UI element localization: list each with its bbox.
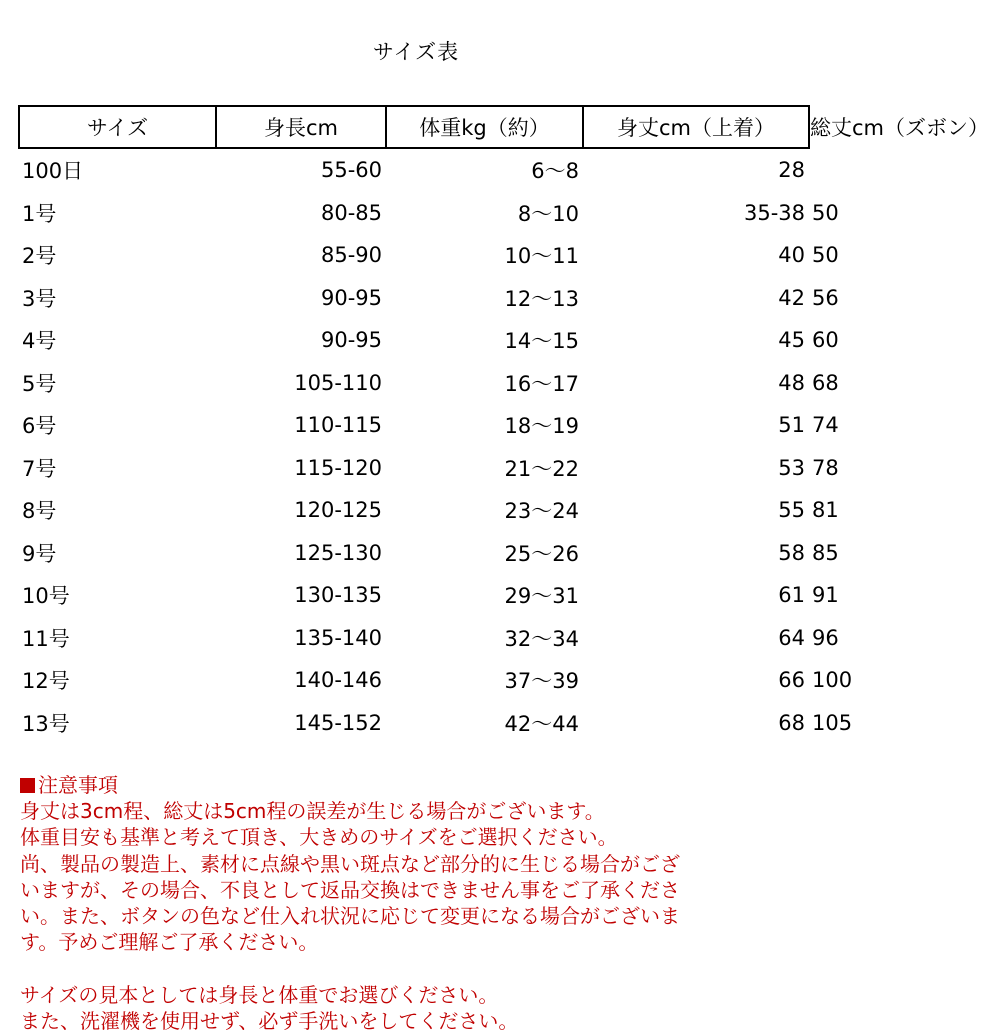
table-row: 7号 115-120 21～22 53 78 <box>19 447 809 490</box>
cell-top-length: 66 <box>778 668 805 693</box>
cell-size: 6号 <box>22 414 57 439</box>
cell-height: 130-135 <box>294 583 382 608</box>
notes-heading-text: 注意事項 <box>38 773 118 797</box>
notes-section <box>20 772 820 1034</box>
table-row: 4号 90-95 14～15 45 60 <box>19 319 809 362</box>
cell-height: 110-115 <box>294 413 382 438</box>
table-row: 11号 135-140 32～34 64 96 <box>19 617 809 660</box>
cell-size: 11号 <box>22 626 70 651</box>
notes-line: 体重目安も基準と考えて頂き、大きめのサイズをご選択ください。 <box>20 825 618 850</box>
cell-weight: 25～26 <box>504 541 579 566</box>
cell-height: 125-130 <box>294 540 382 565</box>
cell-height: 140-146 <box>294 668 382 693</box>
cell-size: 1号 <box>22 201 57 226</box>
notes-line: 尚、製品の製造上、素材に点線や黒い斑点など部分的に生じる場合がござ <box>20 851 680 876</box>
cell-top-length: 35-38 <box>743 200 805 225</box>
cell-top-length: 53 <box>778 455 805 480</box>
table-row: 13号 145-152 42～44 68 105 <box>19 702 809 745</box>
cell-weight: 21～22 <box>504 456 579 481</box>
cell-top-length: 42 <box>778 285 805 310</box>
cell-size: 2号 <box>22 244 57 269</box>
table-row: 8号 120-125 23～24 55 81 <box>19 489 809 532</box>
cell-weight: 42～44 <box>504 711 579 736</box>
cell-top-length: 45 <box>778 328 805 353</box>
table-header: サイズ 身長cm 体重kg（約） 身丈cm（上着） 総丈cm（ズボン） <box>19 106 809 148</box>
cell-top-length: 40 <box>778 243 805 268</box>
header-top-length: 身丈cm（上着） <box>583 106 809 148</box>
cell-size: 4号 <box>22 329 57 354</box>
footer-line: サイズの見本としては身長と体重でお選びください。 <box>20 982 499 1007</box>
cell-size: 100日 <box>22 159 84 184</box>
notes-line: いますが、その場合、不良として返品交換はできません事をご了承くださ <box>20 877 680 902</box>
cell-size: 7号 <box>22 456 57 481</box>
square-icon <box>20 778 35 793</box>
cell-height: 145-152 <box>294 710 382 735</box>
header-size: サイズ <box>19 106 216 148</box>
cell-height: 85-90 <box>320 243 382 268</box>
cell-size: 3号 <box>22 286 57 311</box>
notes-line: い。また、ボタンの色など仕入れ状況に応じて変更になる場合がございま <box>20 903 680 928</box>
cell-weight: 18～19 <box>504 414 579 439</box>
header-weight: 体重kg（約） <box>386 106 583 148</box>
table-row: 10号 130-135 29～31 61 91 <box>19 574 809 617</box>
cell-size: 10号 <box>22 584 70 609</box>
cell-size: 8号 <box>22 499 57 524</box>
table-row <box>19 148 809 192</box>
notes-heading <box>20 772 820 798</box>
cell-weight: 8～10 <box>517 201 579 226</box>
table-row: 2号 85-90 10～11 40 50 <box>19 234 809 277</box>
cell-size: 12号 <box>22 669 70 694</box>
cell-weight: 16～17 <box>504 371 579 396</box>
cell-top-length: 28 <box>778 158 805 183</box>
cell-height: 135-140 <box>294 625 382 650</box>
cell-weight: 29～31 <box>504 584 579 609</box>
table-row: 9号 125-130 25～26 58 85 <box>19 532 809 575</box>
cell-weight: 12～13 <box>504 286 579 311</box>
cell-top-length: 61 <box>778 583 805 608</box>
cell-top-length: 55 <box>778 498 805 523</box>
cell-weight: 37～39 <box>504 669 579 694</box>
notes-spacer <box>20 955 820 981</box>
page-title: サイズ表 <box>372 40 460 64</box>
cell-top-length: 51 <box>778 413 805 438</box>
cell-height: 90-95 <box>320 285 382 310</box>
cell-size: 9号 <box>22 541 57 566</box>
notes-line: 身丈は3cm程、総丈は5cm程の誤差が生じる場合がございます。 <box>20 799 605 824</box>
cell-top-length: 58 <box>778 540 805 565</box>
cell-size: 13号 <box>22 711 70 736</box>
header-height: 身長cm <box>216 106 386 148</box>
table-row: 12号 140-146 37～39 66 100 <box>19 659 809 702</box>
table-row: 5号 105-110 16～17 48 68 <box>19 362 809 405</box>
table-row: 3号 90-95 12～13 42 56 <box>19 277 809 320</box>
cell-top-length: 48 <box>778 370 805 395</box>
cell-size: 5号 <box>22 371 57 396</box>
cell-height: 120-125 <box>294 498 382 523</box>
cell-height: 80-85 <box>320 200 382 225</box>
footer-line: また、洗濯機を使用せず、必ず手洗いをしてください。 <box>20 1008 519 1033</box>
cell-weight: 10～11 <box>504 244 579 269</box>
cell-weight: 14～15 <box>504 329 579 354</box>
size-table <box>18 105 989 744</box>
cell-weight: 23～24 <box>504 499 579 524</box>
cell-height: 115-120 <box>294 455 382 480</box>
cell-height: 105-110 <box>294 370 382 395</box>
table-body <box>19 148 853 744</box>
cell-weight: 6～8 <box>531 159 579 184</box>
notes-line: す。予めご理解ご了承ください。 <box>20 930 319 955</box>
cell-height: 55-60 <box>320 158 382 183</box>
cell-weight: 32～34 <box>504 626 579 651</box>
cell-top-length: 64 <box>778 625 805 650</box>
cell-height: 90-95 <box>320 328 382 353</box>
table-row: 6号 110-115 18～19 51 74 <box>19 404 809 447</box>
cell-top-length: 68 <box>778 710 805 735</box>
table-row: 1号 80-85 8～10 35-38 50 <box>19 192 809 235</box>
